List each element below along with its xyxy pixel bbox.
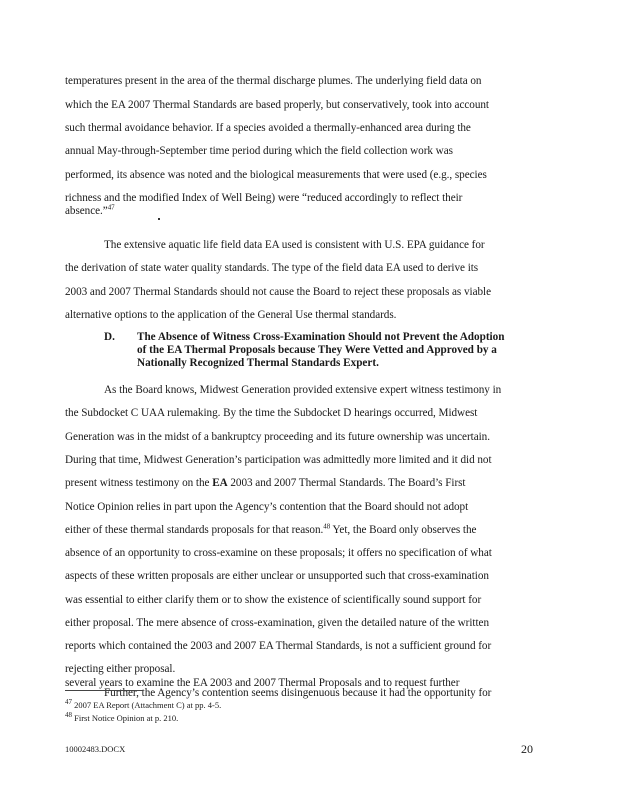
stray-mark bbox=[158, 218, 160, 220]
document-id: 10002483.DOCX bbox=[65, 744, 126, 754]
page-number: 20 bbox=[521, 742, 533, 756]
footnote-number: 47 bbox=[65, 698, 72, 707]
para2-line: the derivation of state water quality standards. The type of the field data EA used to derive its bbox=[65, 262, 479, 274]
footnote-text: 2007 EA Report (Attachment C) at pp. 4-5. bbox=[72, 700, 222, 710]
footnote-47 bbox=[65, 700, 221, 710]
footnote-number: 48 bbox=[65, 711, 72, 720]
para2-line: alternative options to the application of the General Use thermal standards. bbox=[65, 309, 397, 321]
para4-line: Further, the Agency’s contention seems disingenuous because it had the opportunity for bbox=[104, 687, 492, 699]
bold-text: EA bbox=[212, 477, 228, 489]
para3-line: Notice Opinion relies in part upon the Agency’s contention that the Board should not adopt bbox=[65, 501, 469, 513]
para3-line: absence of an opportunity to cross-examine on these proposals; it offers no specification of what bbox=[65, 547, 492, 559]
body-text: present witness testimony on the bbox=[65, 477, 213, 489]
section-heading-line: The Absence of Witness Cross-Examination Should not Prevent the Adoption bbox=[137, 331, 505, 343]
footnote-text: First Notice Opinion at p. 210. bbox=[72, 713, 179, 723]
footnote-ref-48: 48 bbox=[323, 522, 331, 531]
body-line: annual May-through-September time period during which the field collection work was bbox=[65, 145, 453, 157]
section-heading-line: Nationally Recognized Thermal Standards Expert. bbox=[137, 357, 379, 369]
para4-line: several years to examine the EA 2003 and 2007 Thermal Proposals and to request further bbox=[65, 677, 460, 689]
footnote-ref-47: 47 bbox=[107, 203, 115, 212]
section-heading-line: of the EA Thermal Proposals because They Were Vetted and Approved by a bbox=[137, 344, 497, 356]
body-text: absence.” bbox=[65, 205, 108, 217]
body-line-last bbox=[65, 204, 115, 218]
body-line: performed, its absence was noted and the biological measurements that were used (e.g., species bbox=[65, 169, 487, 181]
para2-line: The extensive aquatic life field data EA used is consistent with U.S. EPA guidance for bbox=[104, 239, 485, 251]
body-line: temperatures present in the area of the thermal discharge plumes. The underlying field data on bbox=[65, 75, 482, 87]
body-text: 2003 and 2007 Thermal Standards. The Board’s First bbox=[227, 477, 466, 489]
para3-line: aspects of these written proposals are either unclear or unsupported such that cross-examination bbox=[65, 570, 489, 582]
para2-line: 2003 and 2007 Thermal Standards should not cause the Board to reject these proposals as viable bbox=[65, 286, 492, 298]
body-text: either of these thermal standards proposals for that reason. bbox=[65, 524, 324, 536]
para3-line: was essential to either clarify them or to show the existence of scientifically sound support for bbox=[65, 594, 482, 606]
para3-line bbox=[65, 476, 466, 490]
para3-line: rejecting either proposal. bbox=[65, 663, 176, 675]
para3-line: Generation was in the midst of a bankruptcy proceeding and its future ownership was uncertain. bbox=[65, 431, 490, 443]
body-text: Yet, the Board only observes the bbox=[330, 524, 477, 536]
para3-line: reports which contained the 2003 and 2007 EA Thermal Standards, is not a sufficient ground for bbox=[65, 640, 492, 652]
section-label: D. bbox=[104, 331, 115, 343]
body-line: such thermal avoidance behavior. If a species avoided a thermally-enhanced area during the bbox=[65, 122, 471, 134]
footnote-separator bbox=[65, 690, 143, 691]
footnote-48 bbox=[65, 713, 178, 723]
para3-line: either proposal. The mere absence of cross-examination, given the detailed nature of the written bbox=[65, 617, 489, 629]
body-line: which the EA 2007 Thermal Standards are based properly, but conservatively, took into account bbox=[65, 99, 489, 111]
para3-line bbox=[65, 523, 476, 537]
para3-line: the Subdocket C UAA rulemaking. By the time the Subdocket D hearings occurred, Midwest bbox=[65, 407, 478, 419]
para3-line: During that time, Midwest Generation’s participation was admittedly more limited and it did not bbox=[65, 454, 492, 466]
body-line: richness and the modified Index of Well Being) were “reduced accordingly to reflect their bbox=[65, 192, 463, 204]
para3-line: As the Board knows, Midwest Generation provided extensive expert witness testimony in bbox=[104, 384, 502, 396]
